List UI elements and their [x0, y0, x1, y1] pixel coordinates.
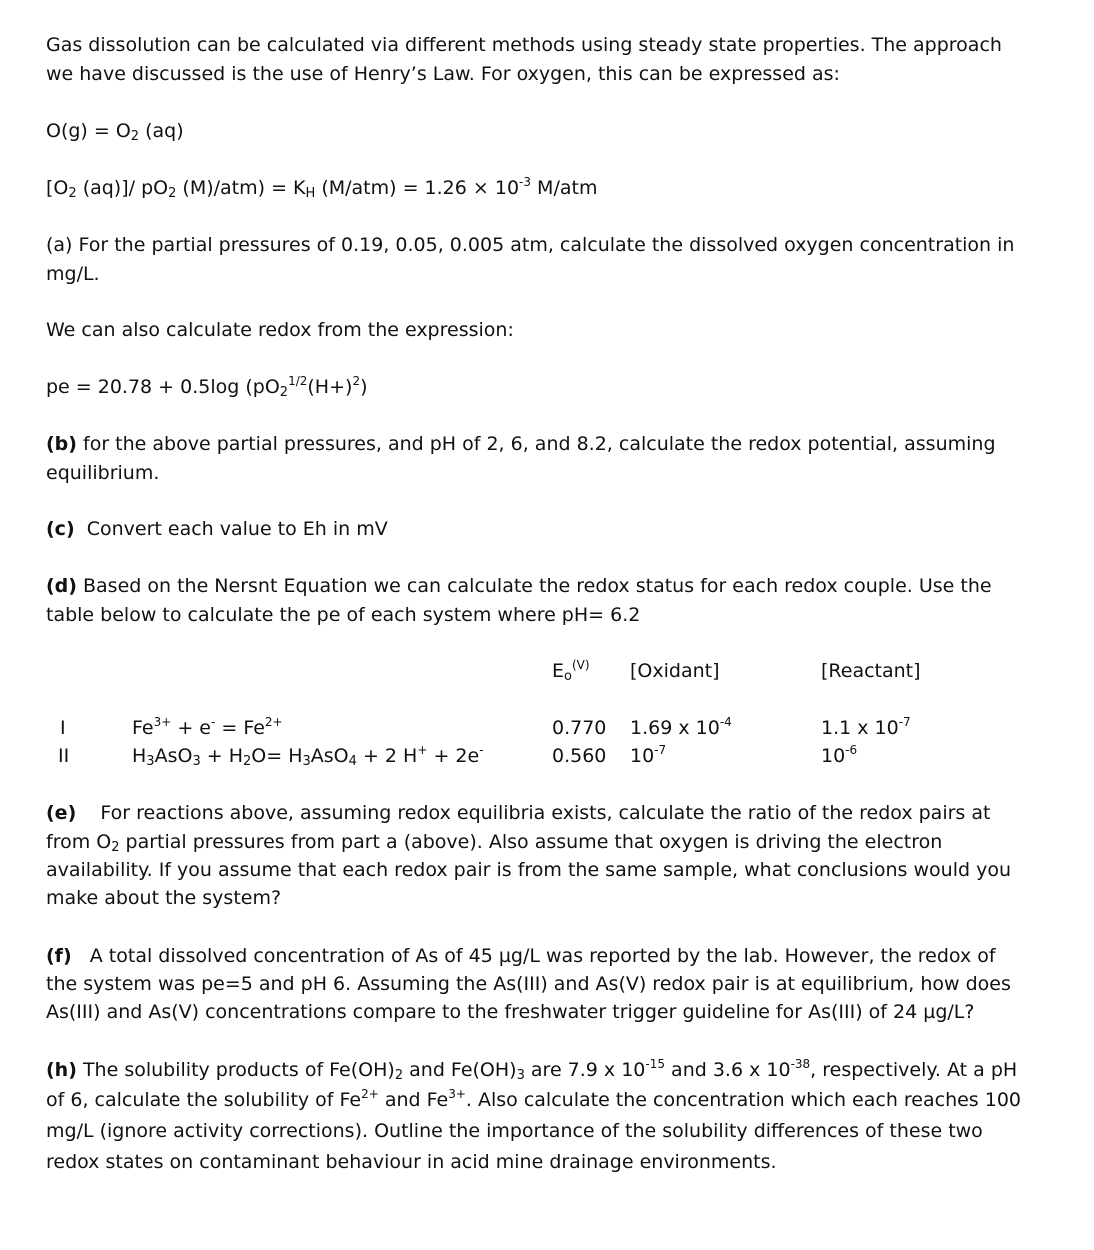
- row-2-reactant: $10^{-6}$: [821, 743, 858, 767]
- part-c: (c) Convert each value to Eh in mV: [46, 518, 388, 540]
- part-e-line-1: (e) For reactions above, assuming redox equilibria exists, calculate the ratio of the redox pairs at: [46, 802, 991, 824]
- row-1-number: I: [60, 717, 66, 739]
- part-a-line-2: mg/L.: [46, 263, 100, 285]
- header-reactant: [Reactant]: [821, 660, 921, 682]
- part-c-label: (c): [46, 518, 75, 540]
- part-f-line-1: (f) A total dissolved concentration of As of 45 µg/L was reported by the lab. However, the redox of: [46, 945, 996, 967]
- header-e0: $E_o^{(V)}$: [552, 658, 590, 684]
- part-d-line-2: table below to calculate the pe of each system where pH= 6.2: [46, 604, 641, 626]
- part-h-line-1: (h) The solubility products of $Fe(OH)_2$ and $Fe(OH)_3$ are 7.9 x $10^{-15}$ and 3.6 x $10^{-38}$, respectively. At a pH: [46, 1057, 1018, 1083]
- part-h-line-2: of 6, calculate the solubility of $Fe^{2+}$ and $Fe^{3+}$. Also calculate the concentration which each reaches 100: [46, 1087, 1022, 1111]
- part-b-label: (b): [46, 433, 77, 455]
- part-f-line-2: the system was pe=5 and pH 6. Assuming the As(III) and As(V) redox pair is at equilibrium, how does: [46, 973, 1011, 995]
- row-2-e0: 0.560: [552, 745, 607, 767]
- row-2-oxidant: $10^{-7}$: [630, 743, 667, 767]
- row-2-reaction: $H_3AsO_3 + H_2O= H_3AsO_4 + 2$ H+ + 2e-: [132, 743, 484, 769]
- intro-line-1: Gas dissolution can be calculated via different methods using steady state properties. The approach: [46, 34, 1002, 56]
- part-d-line-1: (d) Based on the Nersnt Equation we can calculate the redox status for each redox couple. Use the: [46, 575, 992, 597]
- part-e-line-4: make about the system?: [46, 887, 282, 909]
- part-a-line-1: (a) For the partial pressures of 0.19, 0.05, 0.005 atm, calculate the dissolved oxygen concentration in: [46, 234, 1015, 256]
- part-e-label: (e): [46, 802, 77, 824]
- part-h-line-4: redox states on contaminant behaviour in acid mine drainage environments.: [46, 1151, 777, 1173]
- part-f-line-3: As(III) and As(V) concentrations compare to the freshwater trigger guideline for As(III) of 24 µg/L?: [46, 1001, 975, 1023]
- redox-intro: We can also calculate redox from the expression:: [46, 319, 514, 341]
- intro-line-2: we have discussed is the use of Henry’s Law. For oxygen, this can be expressed as:: [46, 63, 840, 85]
- part-e-line-2: from $O_2$ partial pressures from part a (above). Also assume that oxygen is driving the electron: [46, 831, 943, 855]
- pe-equation: pe = 20.78 + 0.5log $(pO_2^{1/2}(H+)^2)$: [46, 374, 368, 400]
- part-e-line-3: availability. If you assume that each redox pair is from the same sample, what conclusions would you: [46, 859, 1011, 881]
- part-b-line-1: (b) for the above partial pressures, and pH of 2, 6, and 8.2, calculate the redox potential, assuming: [46, 433, 996, 455]
- row-1-oxidant: 1.69 x $10^{-4}$: [630, 715, 732, 739]
- part-b-line-2: equilibrium.: [46, 462, 160, 484]
- row-1-reaction: $Fe^{3+} + e^- = Fe^{2+}$: [132, 715, 283, 739]
- henry-law-equation: [$O_2$ (aq)]/ $pO_2$ $(M)/atm) = K_H$ $(M/atm) = 1.26 \times 10^{-3}$ M/atm: [46, 175, 598, 201]
- part-h-label: (h): [46, 1059, 77, 1081]
- part-d-label: (d): [46, 575, 77, 597]
- part-h-line-3: mg/L (ignore activity corrections). Outline the importance of the solubility differences of these two: [46, 1120, 983, 1142]
- header-oxidant: [Oxidant]: [630, 660, 720, 682]
- row-1-e0: 0.770: [552, 717, 607, 739]
- henry-reaction: $O(g) = O_2$ (aq): [46, 120, 184, 144]
- row-1-reactant: 1.1 x $10^{-7}$: [821, 715, 911, 739]
- row-2-number: II: [58, 745, 70, 767]
- part-f-label: (f): [46, 945, 72, 967]
